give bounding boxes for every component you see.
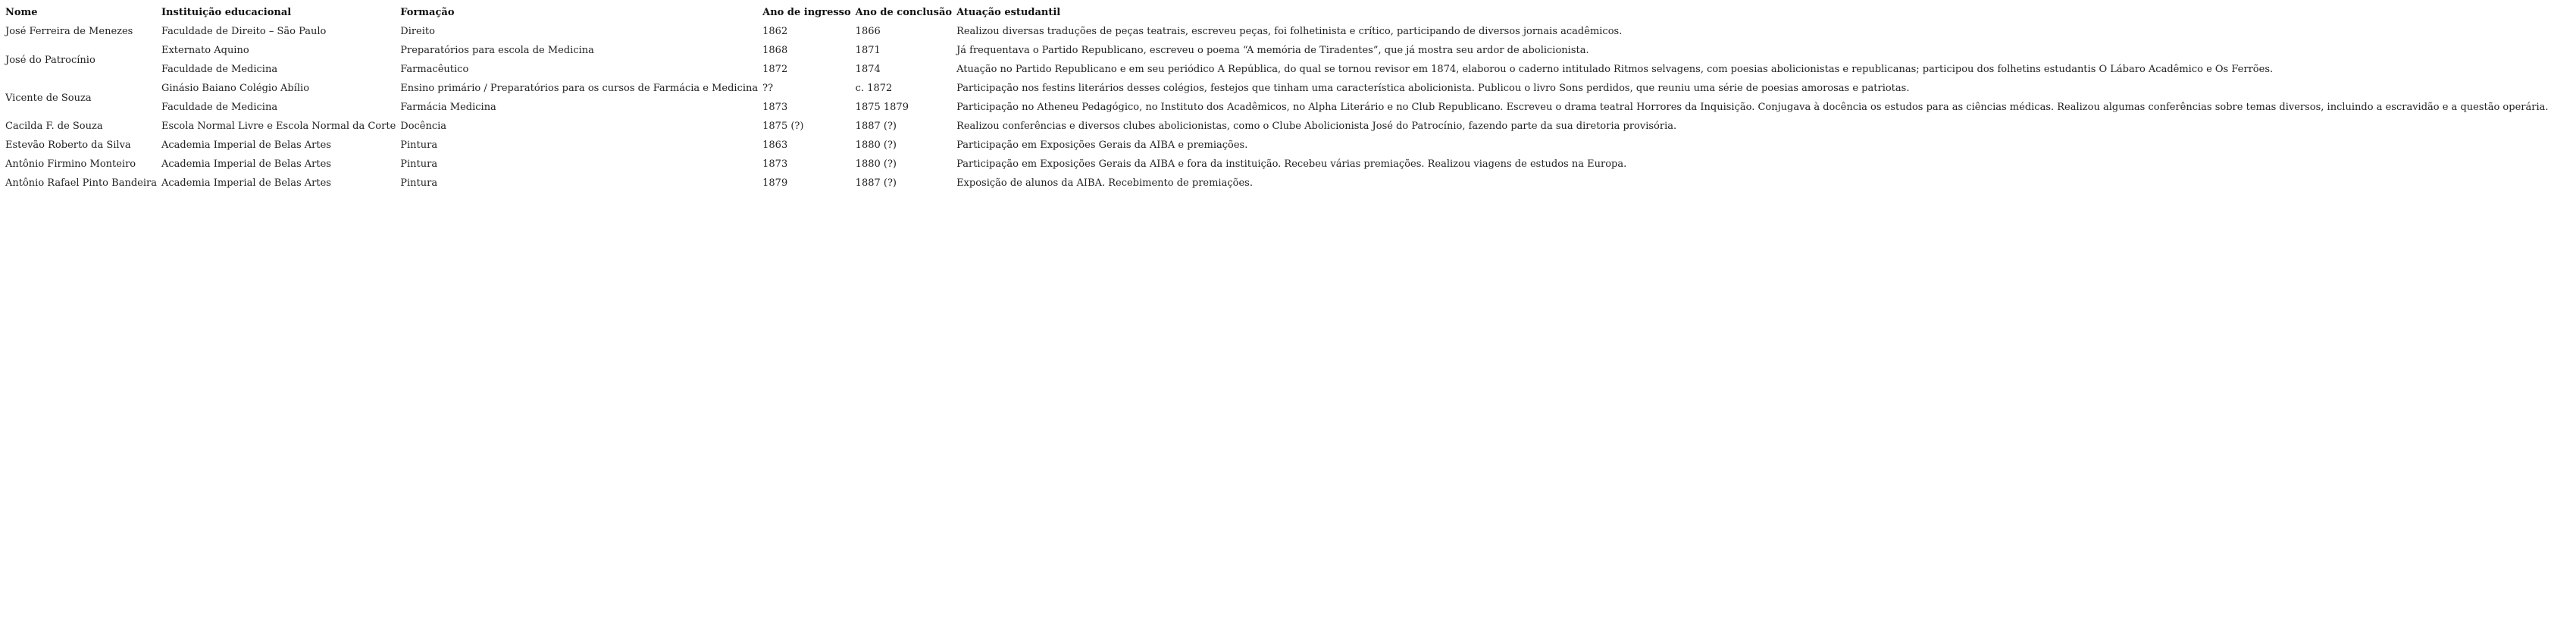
table-row (3, 174, 2551, 193)
cell-formacao: Preparatórios para escola de Medicina (400, 45, 594, 56)
header-nome: Nome (5, 7, 38, 18)
cell-atuacao: Participação nos festins literários desses colégios, festejos que tinham uma característica abolicionista. Publicou o livro Sons perdidos, que reuniu uma série de poesias amorosas e patriotas. (956, 83, 1910, 94)
cell-conclusao: 1880 (?) (855, 158, 897, 170)
cell-ingresso: 1863 (762, 140, 788, 151)
cell-atuacao: Participação no Atheneu Pedagógico, no Instituto dos Acadêmicos, no Alpha Literário e no Club Republicano. Escreveu o drama teatral Horrores da Inquisição. Conjugava à docência os estudos para as ciências médicas. Realizou algumas conferências sobre temas diversos, incluindo a escravidão e a questão operária. (956, 102, 2549, 113)
header-atuacao: Atuação estudantil (956, 7, 1061, 18)
cell-atuacao: Participação em Exposições Gerais da AIBA e fora da instituição. Recebeu várias premiações. Realizou viagens de estudos na Europa. (956, 158, 1627, 170)
cell-conclusao: c. 1872 (855, 83, 893, 94)
cell-ingresso: 1875 (?) (762, 121, 804, 132)
cell-instituicao: Ginásio Baiano Colégio Abílio (161, 83, 310, 94)
cell-nome: Antônio Firmino Monteiro (5, 158, 136, 170)
cell-nome: Estevão Roberto da Silva (5, 140, 131, 151)
cell-atuacao: Atuação no Partido Republicano e em seu periódico A República, do qual se tornou revisor em 1874, elaborou o caderno intitulado Ritmos selvagens, com poesias abolicionistas e republicanas; participou dos folhetins estudantis O Lábaro Acadêmico e Os Ferrões. (956, 64, 2274, 75)
table-body (3, 22, 2551, 193)
header-instituicao: Instituição educacional (161, 7, 292, 18)
cell-formacao: Pintura (400, 177, 438, 189)
cell-instituicao: Escola Normal Livre e Escola Normal da Corte (161, 121, 396, 132)
students-table (3, 3, 2551, 193)
cell-conclusao: 1875 1879 (855, 102, 909, 113)
table-row (3, 98, 2551, 117)
cell-ingresso: 1873 (762, 158, 788, 170)
cell-formacao: Pintura (400, 140, 438, 151)
cell-formacao: Direito (400, 26, 435, 37)
cell-ingresso: 1868 (762, 45, 788, 56)
cell-instituicao: Academia Imperial de Belas Artes (161, 177, 331, 189)
cell-instituicao: Faculdade de Medicina (161, 102, 278, 113)
cell-instituicao: Academia Imperial de Belas Artes (161, 158, 331, 170)
cell-formacao: Pintura (400, 158, 438, 170)
cell-ingresso: 1872 (762, 64, 788, 75)
table-header (3, 3, 2551, 22)
table-row (3, 79, 2551, 98)
table-row (3, 41, 2551, 60)
cell-instituicao: Academia Imperial de Belas Artes (161, 140, 331, 151)
cell-atuacao: Já frequentava o Partido Republicano, escreveu o poema “A memória de Tiradentes”, que já mostra seu ardor de abolicionista. (956, 45, 1589, 56)
table-row (3, 60, 2551, 79)
header-conclusao: Ano de conclusão (855, 7, 953, 18)
cell-nome: José do Patrocínio (5, 54, 95, 66)
header-row (3, 3, 2551, 22)
cell-atuacao: Exposição de alunos da AIBA. Recebimento de premiações. (956, 177, 1253, 189)
cell-conclusao: 1874 (855, 64, 881, 75)
cell-atuacao: Realizou diversas traduções de peças teatrais, escreveu peças, foi folhetinista e crítico, participando de diversos jornais acadêmicos. (956, 26, 1623, 37)
cell-conclusao: 1887 (?) (855, 121, 897, 132)
cell-formacao: Farmácia Medicina (400, 102, 496, 113)
cell-formacao: Docência (400, 121, 447, 132)
cell-nome: Vicente de Souza (5, 92, 92, 104)
cell-ingresso: ?? (762, 83, 774, 94)
cell-atuacao: Participação em Exposições Gerais da AIBA e premiações. (956, 140, 1248, 151)
table-row (3, 155, 2551, 174)
cell-formacao: Ensino primário / Preparatórios para os cursos de Farmácia e Medicina (400, 83, 759, 94)
cell-ingresso: 1862 (762, 26, 788, 37)
cell-instituicao: Externato Aquino (161, 45, 249, 56)
table-row (3, 117, 2551, 136)
cell-instituicao: Faculdade de Medicina (161, 64, 278, 75)
cell-instituicao: Faculdade de Direito – São Paulo (161, 26, 327, 37)
cell-conclusao: 1880 (?) (855, 140, 897, 151)
cell-nome: Cacilda F. de Souza (5, 121, 103, 132)
table-row (3, 22, 2551, 41)
cell-conclusao: 1866 (855, 26, 881, 37)
cell-nome: Antônio Rafael Pinto Bandeira (5, 177, 157, 189)
cell-formacao: Farmacêutico (400, 64, 469, 75)
header-formacao: Formação (400, 7, 455, 18)
table-row (3, 136, 2551, 155)
cell-ingresso: 1879 (762, 177, 788, 189)
cell-ingresso: 1873 (762, 102, 788, 113)
header-ingresso: Ano de ingresso (762, 7, 851, 18)
cell-conclusao: 1871 (855, 45, 881, 56)
cell-nome: José Ferreira de Menezes (5, 26, 133, 37)
cell-atuacao: Realizou conferências e diversos clubes abolicionistas, como o Clube Abolicionista José do Patrocínio, fazendo parte da sua diretoria provisória. (956, 121, 1677, 132)
cell-conclusao: 1887 (?) (855, 177, 897, 189)
